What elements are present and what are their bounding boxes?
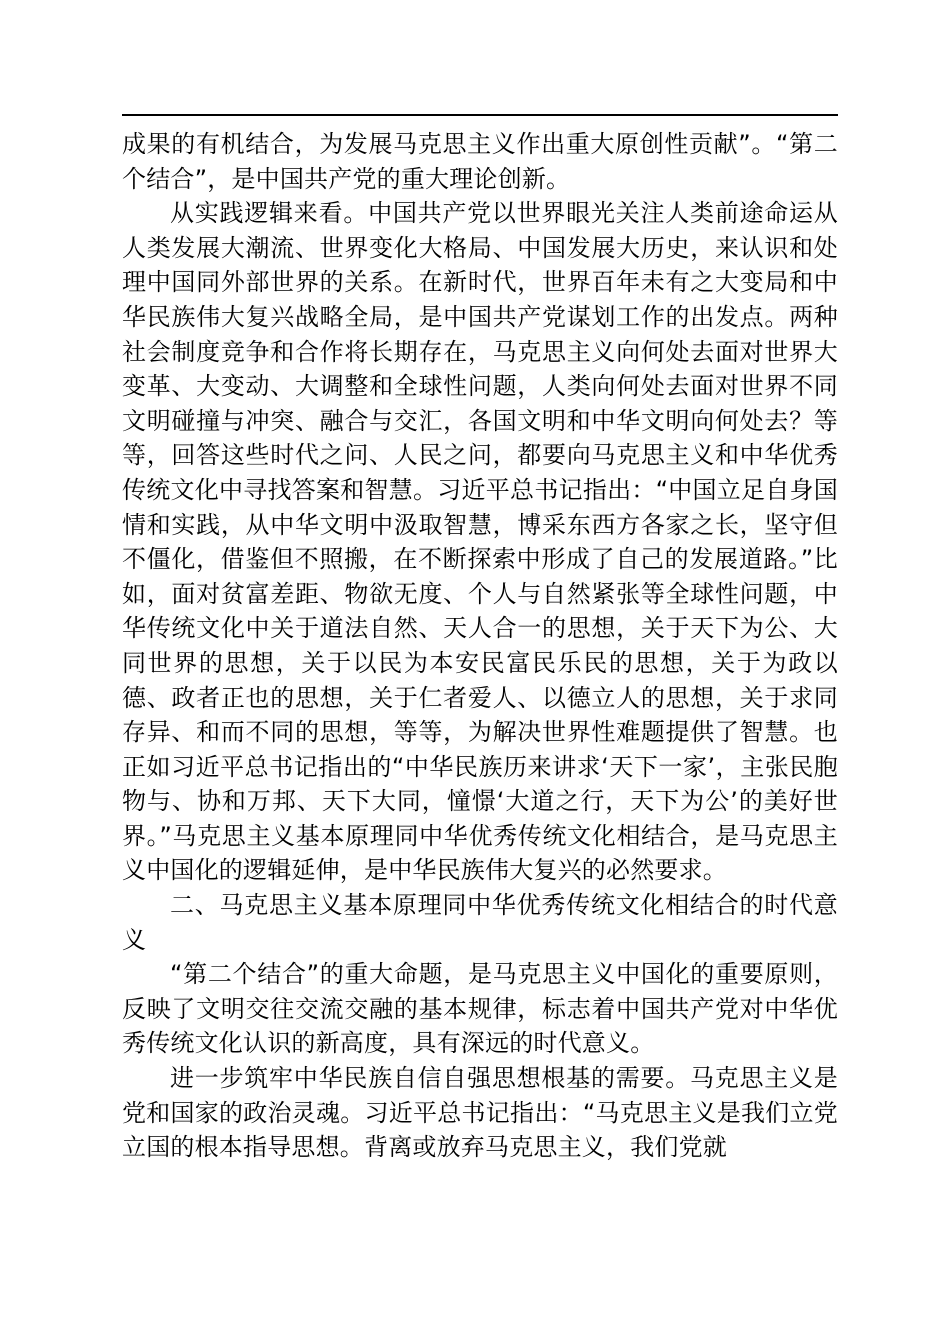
paragraph-practice-logic: 从实践逻辑来看。中国共产党以世界眼光关注人类前途命运从人类发展大潮流、世界变化大格局、中国发展大历史，来认识和处理中国同外部世界的关系。在新时代，世界百年未有之大变局和中华民族伟大复兴战略全局，是中国共产党谋划工作的出发点。两种社会制度竞争和合作将长期存在，马克思主义向何处去面对世界大变革、大变动、大调整和全球性问题，人类向何处去面对世界不同文明碰撞与冲突、融合与交汇，各国文明和中华文明向何处去？等等，回答这些时代之问、人民之问，都要向马克思主义和中华优秀传统文化中寻找答案和智慧。习近平总书记指出：“中国立足自身国情和实践，从中华文明中汲取智慧，博采东西方各家之长，坚守但不僵化，借鉴但不照搬，在不断探索中形成了自己的发展道路。”比如，面对贫富差距、物欲无度、个人与自然紧张等全球性问题，中华传统文化中关于道法自然、天人合一的思想，关于天下为公、大同世界的思想，关于以民为本安民富民乐民的思想，关于为政以德、政者正也的思想，关于仁者爱人、以德立人的思想，关于求同存异、和而不同的思想，等等，为解决世界性难题提供了智慧。也正如习近平总书记指出的“中华民族历来讲求‘天下一家’，主张民胞物与、协和万邦、天下大同，憧憬‘大道之行，天下为公’的美好世界。”马克思主义基本原理同中华优秀传统文化相结合，是马克思主义中国化的逻辑延伸，是中华民族伟大复兴的必然要求。	[122, 199, 838, 885]
header-rule	[122, 114, 838, 116]
paragraph-significance: “第二个结合”的重大命题，是马克思主义中国化的重要原则，反映了文明交往交流交融的基本规律，标志着中国共产党对中华优秀传统文化认识的新高度，具有深远的时代意义。	[122, 960, 838, 1058]
paragraph-confidence: 进一步筑牢中华民族自信自强思想根基的需要。马克思主义是党和国家的政治灵魂。习近平总书记指出：“马克思主义是我们立党立国的根本指导思想。背离或放弃马克思主义，我们党就	[122, 1064, 838, 1162]
paragraph-continuation: 成果的有机结合，为发展马克思主义作出重大原创性贡献”。“第二个结合”，是中国共产党的重大理论创新。	[122, 130, 838, 193]
document-body	[122, 127, 838, 1165]
section-heading: 二、马克思主义基本原理同中华优秀传统文化相结合的时代意义	[122, 891, 838, 954]
